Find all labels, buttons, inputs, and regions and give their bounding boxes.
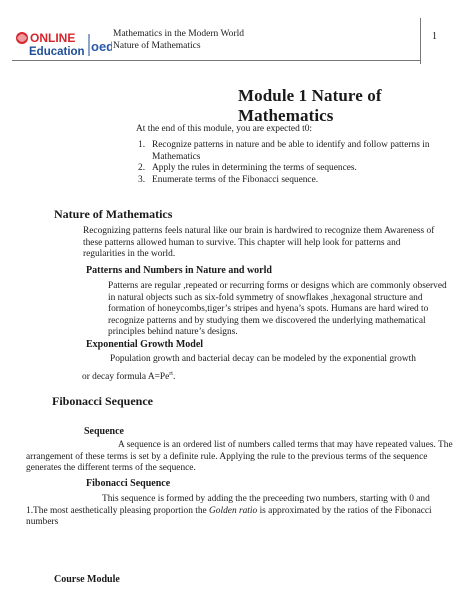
fibonacci-paragraph: This sequence is formed by adding the the preceeding two numbers, starting with 0 and 1.The most aesthetically pleasing proportion the Golden ratio is approximated by the ratios of the Fibonacci numbers xyxy=(26,494,432,528)
objectives-list xyxy=(138,140,456,186)
subheading-sequence: Sequence xyxy=(84,426,124,437)
header-vertical-divider xyxy=(420,18,421,64)
subheading-fibonacci-sequence: Fibonacci Sequence xyxy=(86,478,171,489)
list-item: 2. Apply the rules in determining the terms of sequences. xyxy=(138,163,357,174)
exponent-superscript: rt xyxy=(169,370,173,377)
list-item: 1. Recognize patterns in nature and be able to identify and follow patterns in Mathematics xyxy=(138,140,430,162)
subheading-patterns: Patterns and Numbers in Nature and world xyxy=(86,265,272,276)
footer-course-module: Course Module xyxy=(54,574,120,585)
svg-text:Education: Education xyxy=(29,46,85,58)
module-title: Module 1 Nature of Mathematics xyxy=(238,86,382,125)
sequence-paragraph: A sequence is an ordered list of numbers called terms that may have repeated values. The arrangement of these terms is set by a definite rule. Applying the rule to the previous terms of the sequence generates the different terms of the sequence. xyxy=(26,440,453,474)
golden-ratio-term: Golden ratio xyxy=(209,505,258,516)
page-number: 1 xyxy=(432,31,437,42)
header-divider xyxy=(12,60,420,61)
header-topic-title: Nature of Mathematics xyxy=(113,41,201,51)
header-course-block xyxy=(113,28,244,52)
section-heading-fibonacci: Fibonacci Sequence xyxy=(52,394,153,408)
svg-text:ONLINE: ONLINE xyxy=(30,31,76,45)
nature-paragraph: Recognizing patterns feels natural like our brain is hardwired to recognize them Awareness of these patterns allowed human to survive. This chapter will help look for patterns and regularities in the world. xyxy=(83,226,435,260)
patterns-paragraph: Patterns are regular ,repeated or recurring forms or designs which are commonly observed in natural objects such as six-fold symmetry of snowflakes ,hexagonal structure and formation of honeycombs,tiger’s stripes and hyena’s spots. Humans are hard wired to recognize patterns and by studying them we discovered the underlying mathematical principles behind nature’s designs. xyxy=(108,281,447,338)
svg-text:oed: oed xyxy=(91,39,112,54)
subheading-exponential: Exponential Growth Model xyxy=(86,339,204,350)
objectives-intro: At the end of this module, you are expected t0: xyxy=(136,124,312,134)
section-heading-nature: Nature of Mathematics xyxy=(54,207,173,221)
exponential-line-1: Population growth and bacterial decay can be modeled by the exponential growth xyxy=(110,354,416,364)
list-item: 3. Enumerate terms of the Fibonacci sequence. xyxy=(138,174,319,185)
header-course-title: Mathematics in the Modern World xyxy=(113,29,244,39)
exponential-line-2: or decay formula $A=Pe^{rt}$. xyxy=(82,370,176,382)
